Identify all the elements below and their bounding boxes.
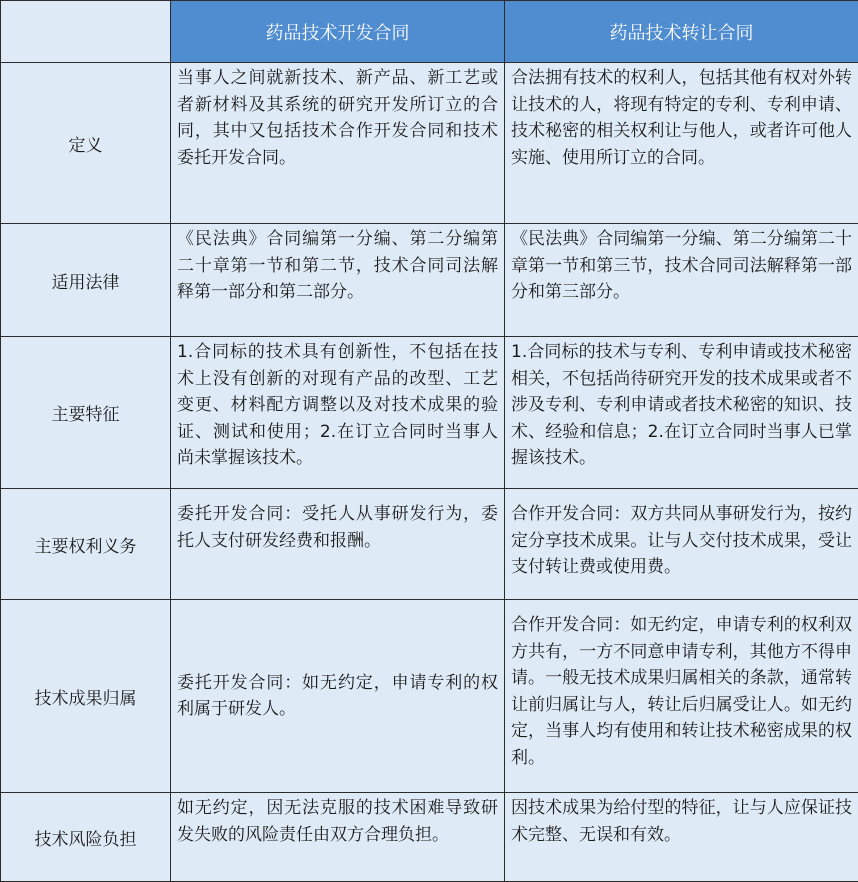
applicable-law-development: 《民法典》合同编第一分编、第二分编第二十章第一节和第二节，技术合同司法解释第一部分和第二部分。 [171, 224, 505, 337]
row-label-applicable-law: 适用法律 [1, 224, 171, 337]
rights-obligations-transfer: 合作开发合同：双方共同从事研发行为，按约定分享技术成果。让与人交付技术成果，受让支付转让费或使用费。 [505, 489, 858, 600]
row-tech-ownership [1, 600, 858, 793]
main-features-transfer: 1.合同标的技术与专利、专利申请或技术秘密相关，不包括尚待研究开发的技术成果或者不涉及专利、专利申请或者技术秘密的知识、技术、经验和信息；2.在订立合同时当事人已掌握该技术。 [505, 337, 858, 489]
row-label-tech-ownership: 技术成果归属 [1, 600, 171, 793]
rights-obligations-development: 委托开发合同：受托人从事研发行为，委托人支付研发经费和报酬。 [171, 489, 505, 600]
header-corner [1, 1, 171, 63]
row-rights-obligations [1, 489, 858, 600]
row-label-main-features: 主要特征 [1, 337, 171, 489]
row-label-rights-obligations: 主要权利义务 [1, 489, 171, 600]
definition-development: 当事人之间就新技术、新产品、新工艺或者新材料及其系统的研究开发所订立的合同，其中又包括技术合作开发合同和技术委托开发合同。 [171, 63, 505, 224]
header-row [1, 1, 858, 63]
main-features-development: 1.合同标的技术具有创新性，不包括在技术上没有创新的对现有产品的改型、工艺变更、材料配方调整以及对技术成果的验证、测试和使用；2.在订立合同时当事人尚未掌握该技术。 [171, 337, 505, 489]
row-label-tech-risk: 技术风险负担 [1, 793, 171, 882]
row-definition [1, 63, 858, 224]
applicable-law-transfer: 《民法典》合同编第一分编、第二分编第二十章第一节和第三节，技术合同司法解释第一部分和第三部分。 [505, 224, 858, 337]
tech-risk-development: 如无约定，因无法克服的技术困难导致研发失败的风险责任由双方合理负担。 [171, 793, 505, 882]
row-label-definition: 定义 [1, 63, 171, 224]
tech-ownership-transfer: 合作开发合同：如无约定，申请专利的权利双方共有，一方不同意申请专利，其他方不得申请。一般无技术成果归属相关的条款，通常转让前归属让与人，转让后归属受让人。如无约定，当事人均有使用和转让技术秘密成果的权利。 [505, 600, 858, 793]
row-tech-risk [1, 793, 858, 882]
row-main-features [1, 337, 858, 489]
tech-risk-transfer: 因技术成果为给付型的特征，让与人应保证技术完整、无误和有效。 [505, 793, 858, 882]
definition-transfer: 合法拥有技术的权利人，包括其他有权对外转让技术的人，将现有特定的专利、专利申请、技术秘密的相关权利让与他人，或者许可他人实施、使用所订立的合同。 [505, 63, 858, 224]
header-development-contract: 药品技术开发合同 [171, 1, 505, 63]
tech-ownership-development: 委托开发合同：如无约定，申请专利的权利属于研发人。 [171, 600, 505, 793]
header-transfer-contract: 药品技术转让合同 [505, 1, 858, 63]
row-applicable-law [1, 224, 858, 337]
